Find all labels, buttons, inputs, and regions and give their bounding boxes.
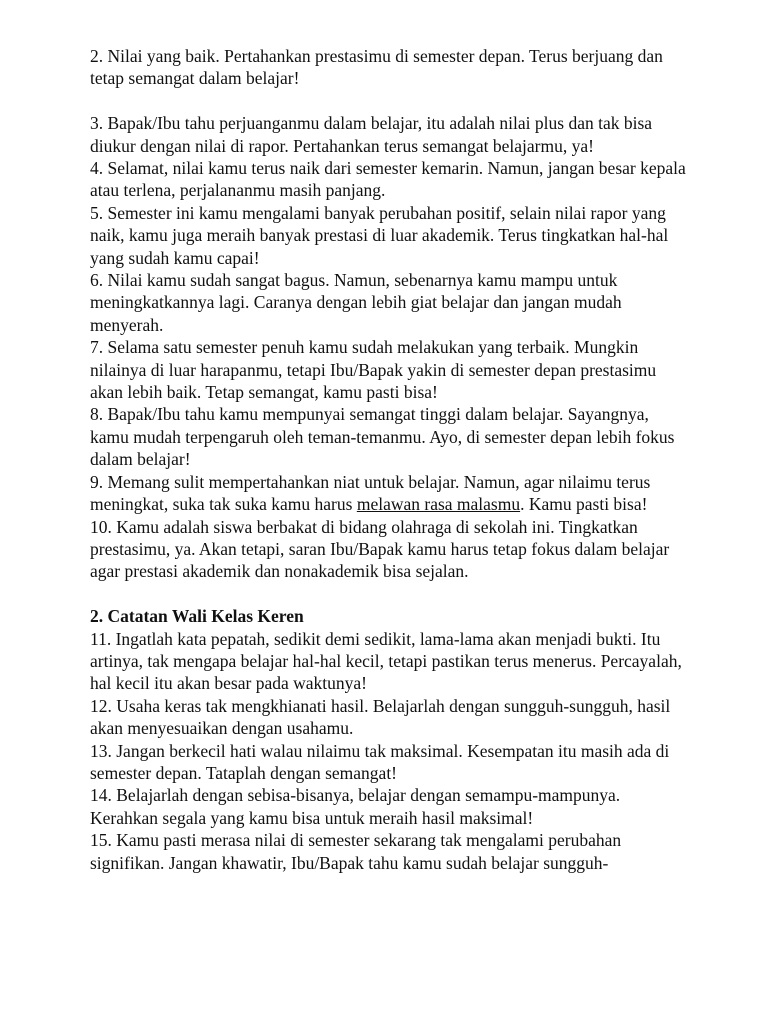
list-item: 6. Nilai kamu sudah sangat bagus. Namun, sebenarnya kamu mampu untuk meningkatkannya lagi. Caranya dengan lebih giat belajar dan jangan mudah menyerah. xyxy=(90,270,622,335)
list-item: 3. Bapak/Ibu tahu perjuanganmu dalam belajar, itu adalah nilai plus dan tak bisa diukur dengan nilai di rapor. Pertahankan terus semangat belajarmu, ya! xyxy=(90,113,653,156)
list-item: 12. Usaha keras tak mengkhianati hasil. Belajarlah dengan sungguh-sungguh, hasil akan menyesuaikan dengan usahamu. xyxy=(90,695,671,739)
section-heading: 2. Catatan Wali Kelas Keren xyxy=(90,606,304,627)
list-item: 5. Semester ini kamu mengalami banyak perubahan positif, selain nilai rapor yang naik, kamu juga meraih banyak prestasi di luar akademik. Terus tingkatkan hal-hal yang sudah kamu capai! xyxy=(90,202,669,268)
list-item: 15. Kamu pasti merasa nilai di semester sekarang tak mengalami perubahan signifikan. Jangan khawatir, Ibu/Bapak tahu kamu sudah belajar sungguh- xyxy=(90,830,622,873)
list-item: 4. Selamat, nilai kamu terus naik dari semester kemarin. Namun, jangan besar kepala atau terlena, perjalananmu masih panjang. xyxy=(90,158,686,201)
paragraph-gap xyxy=(90,90,690,112)
list-item xyxy=(90,471,690,516)
item-text: . Kamu pasti bisa! xyxy=(520,494,648,515)
list-item: 2. Nilai yang baik. Pertahankan prestasimu di semester depan. Terus berjuang dan tetap semangat dalam belajar! xyxy=(90,46,663,89)
list-item: 14. Belajarlah dengan sebisa-bisanya, belajar dengan semampu-mampunya. Kerahkan segala yang kamu bisa untuk meraih hasil maksimal! xyxy=(90,785,621,828)
item-text: 9. Memang sulit mempertahankan niat untuk belajar. Namun, agar nilaimu terus meningkat, suka tak suka kamu harus xyxy=(90,471,651,515)
list-item: 10. Kamu adalah siswa berbakat di bidang olahraga di sekolah ini. Tingkatkan prestasimu, ya. Akan tetapi, saran Ibu/Bapak kamu harus tetap fokus dalam belajar agar prestasi akademik dan nonakademik bisa sejalan. xyxy=(90,516,670,582)
list-item: 11. Ingatlah kata pepatah, sedikit demi sedikit, lama-lama akan menjadi bukti. Itu artinya, tak mengapa belajar hal-hal kecil, tetapi pastikan terus menerus. Percayalah, hal kecil itu akan besar pada waktunya! xyxy=(90,628,682,694)
list-item: 8. Bapak/Ibu tahu kamu mempunyai semangat tinggi dalam belajar. Sayangnya, kamu mudah terpengaruh oleh teman-temanmu. Ayo, di semester depan lebih fokus dalam belajar! xyxy=(90,404,675,470)
list-item: 7. Selama satu semester penuh kamu sudah melakukan yang terbaik. Mungkin nilainya di luar harapanmu, tetapi Ibu/Bapak yakin di semester depan prestasimu akan lebih baik. Tetap semangat, kamu pasti bisa! xyxy=(90,337,657,403)
inline-link[interactable]: melawan rasa malasmu xyxy=(356,494,521,515)
paragraph-gap xyxy=(90,583,690,605)
list-item: 13. Jangan berkecil hati walau nilaimu tak maksimal. Kesempatan itu masih ada di semester depan. Tataplah dengan semangat! xyxy=(90,740,670,783)
document-page xyxy=(90,45,690,874)
